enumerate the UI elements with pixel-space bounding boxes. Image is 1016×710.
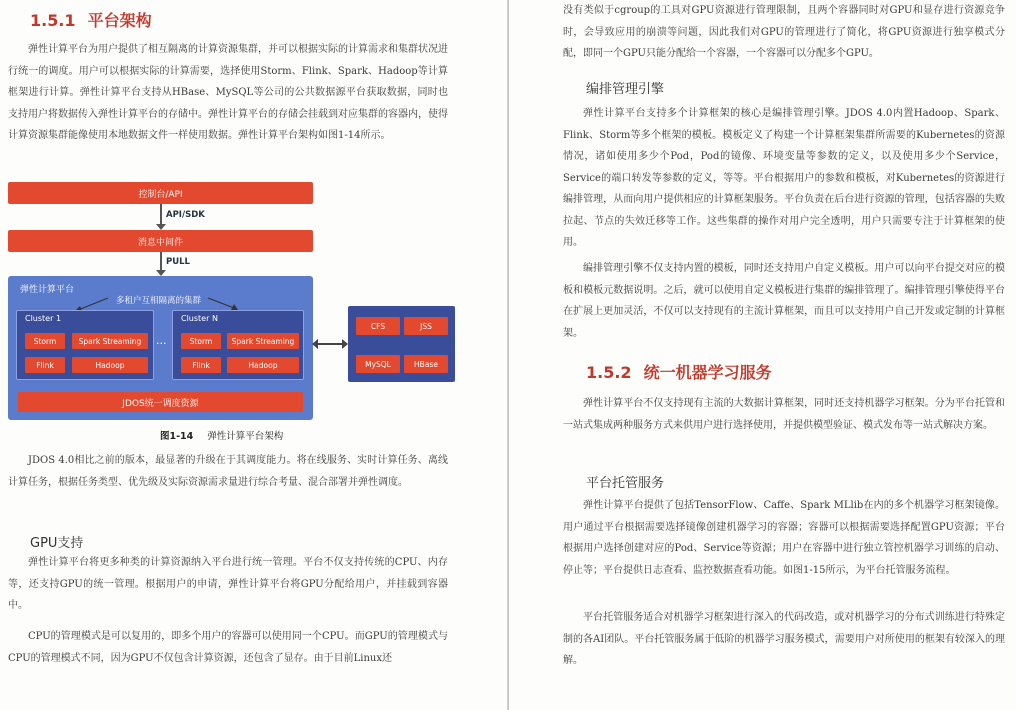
spark-streaming-chip: Spark Streaming <box>72 333 148 349</box>
gpu-paragraph-2: CPU的管理模式是可以复用的，即多个用户的容器可以使用同一个CPU。而GPU的管理模式与CPU的管理模式不同，因为GPU不仅包含计算资源，还包含了显存。由于目前Linux还 <box>8 631 448 664</box>
tenant-label: 多租户互相隔离的集群 <box>116 296 202 306</box>
storm-chip: Storm <box>25 333 65 349</box>
api-sdk-label: API/SDK <box>166 210 205 220</box>
cluster-title: Cluster 1 <box>25 314 62 323</box>
hosting-paragraph-1: 弹性计算平台提供了包括TensorFlow、Caffe、Spark MLlib在内的多个机器学习框架镜像。用户通过平台根据需要选择镜像创建机器学习的容器；容器可以根据需要选择配置GPU资源；平台根据用户选择创建对应的Pod、Service等资源；用户在容器中进行独立管控机器学习训练的启动、停止等；平台提供日志查看、监控数据查看功能。如图1-15所示，为平台托管服务流程。 <box>563 500 1005 576</box>
down-arrow-icon <box>160 252 162 274</box>
flink-chip: Flink <box>25 357 65 373</box>
gpu-paragraph-1: 弹性计算平台将更多种类的计算资源纳入平台进行统一管理。平台不仅支持传统的CPU、内存等，还支持GPU的统一管理。根据用户的申请，弹性计算平台将GPU分配给用户，并挂载到容器中。 <box>8 557 448 611</box>
engine-paragraph-1: 弹性计算平台支持多个计算框架的核心是编排管理引擎。JDOS 4.0内置Hadoop、Spark、Flink、Storm等多个框架的模板。模板定义了构建一个计算框架集群所需要的Kubernetes的资源情况，诸如使用多少个Pod，Pod的镜像、环境变量等参数的定义，以及使用多少个Service，Service的端口转发等参数的定义，等等。平台根据用户的参数和模板，对Kubernetes的资源进行编排管理，从而向用户提供相应的计算框架服务。平台负责在后台进行资源的管理，包括容器的失败拉起、节点的失效迁移等工作。这些集群的操作对用户完全透明，用户只需要专注于计算框架的使用。 <box>563 108 1005 248</box>
section-title: 统一机器学习服务 <box>643 363 772 382</box>
engine-heading: 编排管理引擎 <box>586 82 665 97</box>
left-page <box>0 0 507 710</box>
right-page <box>509 0 1016 710</box>
ml-paragraph: 弹性计算平台不仅支持现有主流的大数据计算框架，同时还支持机器学习框架。分为平台托管和一站式集成两种服务方式来供用户进行选择使用，并提供模型验证、模式发布等一站式解决方案。 <box>563 398 1005 431</box>
message-middleware-bar: 消息中间件 <box>8 230 313 252</box>
section-heading-1-5-1 <box>30 8 152 31</box>
section-number: 1.5.1 <box>30 11 76 30</box>
down-arrow-icon <box>160 204 162 228</box>
jdos-scheduler-bar: JDOS统一调度资源 <box>18 392 303 412</box>
cfs-chip: CFS <box>356 317 400 335</box>
double-arrow-icon <box>317 343 343 345</box>
jdos-paragraph: JDOS 4.0相比之前的版本，最显著的升级在于其调度能力。将在线服务、实时计算任务、离线计算任务，根据任务类型、优先级及实际资源需求量进行综合考量、混合部署并弹性调度。 <box>8 455 448 488</box>
hosting-paragraph-2: 平台托管服务适合对机器学习框架进行深入的代码改造，或对机器学习的分布式训练进行特殊定制的各AI团队。平台托管服务属于低阶的机器学习服务模式，需要用户对所使用的框架有较深入的理解。 <box>563 612 1005 666</box>
cluster-ellipsis: ... <box>156 334 167 347</box>
tenant-arrow-right <box>208 298 234 308</box>
pull-label: PULL <box>166 257 190 267</box>
gpu-heading: GPU支持 <box>30 536 84 551</box>
cluster-1 <box>16 310 154 380</box>
storage-box <box>348 306 455 382</box>
hadoop-chip: Hadoop <box>72 357 148 373</box>
section-heading-1-5-2 <box>586 360 772 383</box>
jss-chip: JSS <box>404 317 448 335</box>
hadoop-chip: Hadoop <box>227 357 299 373</box>
console-api-bar: 控制台/API <box>8 182 313 204</box>
elastic-platform-box <box>8 276 313 420</box>
cluster-n <box>172 310 304 380</box>
architecture-diagram <box>8 178 458 424</box>
tenant-arrow-left <box>78 298 108 310</box>
gpu-continued-paragraph: 没有类似于cgroup的工具对GPU资源进行管理限制，且两个容器同时对GPU和显存进行资源竞争时，会导致应用的崩溃等问题，因此我们对GPU的管理进行了简化，将GPU资源进行独享模式分配，即同一个GPU只能分配给一个容器，一个容器可以分配多个GPU。 <box>563 5 1005 59</box>
engine-paragraph-2: 编排管理引擎不仅支持内置的模板，同时还支持用户自定义模板。用户可以向平台提交对应的模板和模板元数据说明。之后，就可以使用自定义模板进行集群的编排管理了。编排管理引擎使得平台在扩展上更加灵活，不仅可以支持现有的主流计算框架，而且可以支持用户自己开发或定制的计算框架。 <box>563 263 1005 339</box>
storm-chip: Storm <box>181 333 221 349</box>
flink-chip: Flink <box>181 357 221 373</box>
caption-text: 弹性计算平台架构 <box>207 431 284 442</box>
cluster-title: Cluster N <box>181 314 218 323</box>
section-title: 平台架构 <box>87 11 152 30</box>
section-number: 1.5.2 <box>586 363 632 382</box>
hbase-chip: HBase <box>404 355 448 373</box>
mysql-chip: MySQL <box>356 355 400 373</box>
platform-title: 弹性计算平台 <box>20 285 75 295</box>
hosting-heading: 平台托管服务 <box>586 476 665 491</box>
intro-paragraph: 弹性计算平台为用户提供了相互隔离的计算资源集群，并可以根据实际的计算需求和集群状况进行统一的调度。用户可以根据实际的计算需要，选择使用Storm、Flink、Spark、Hadoop等计算框架进行计算。弹性计算平台支持从HBase、MySQL等公司的公共数据源平台获取数据，同时也支持用户将数据传入弹性计算平台的存储中。弹性计算平台的存储会挂载到对应集群的容器内，使得计算资源集群能像使用本地数据文件一样使用数据。弹性计算平台架构如图1-14所示。 <box>8 44 448 141</box>
figure-caption <box>160 428 283 442</box>
caption-number: 图1-14 <box>160 431 194 442</box>
spark-streaming-chip: Spark Streaming <box>227 333 299 349</box>
